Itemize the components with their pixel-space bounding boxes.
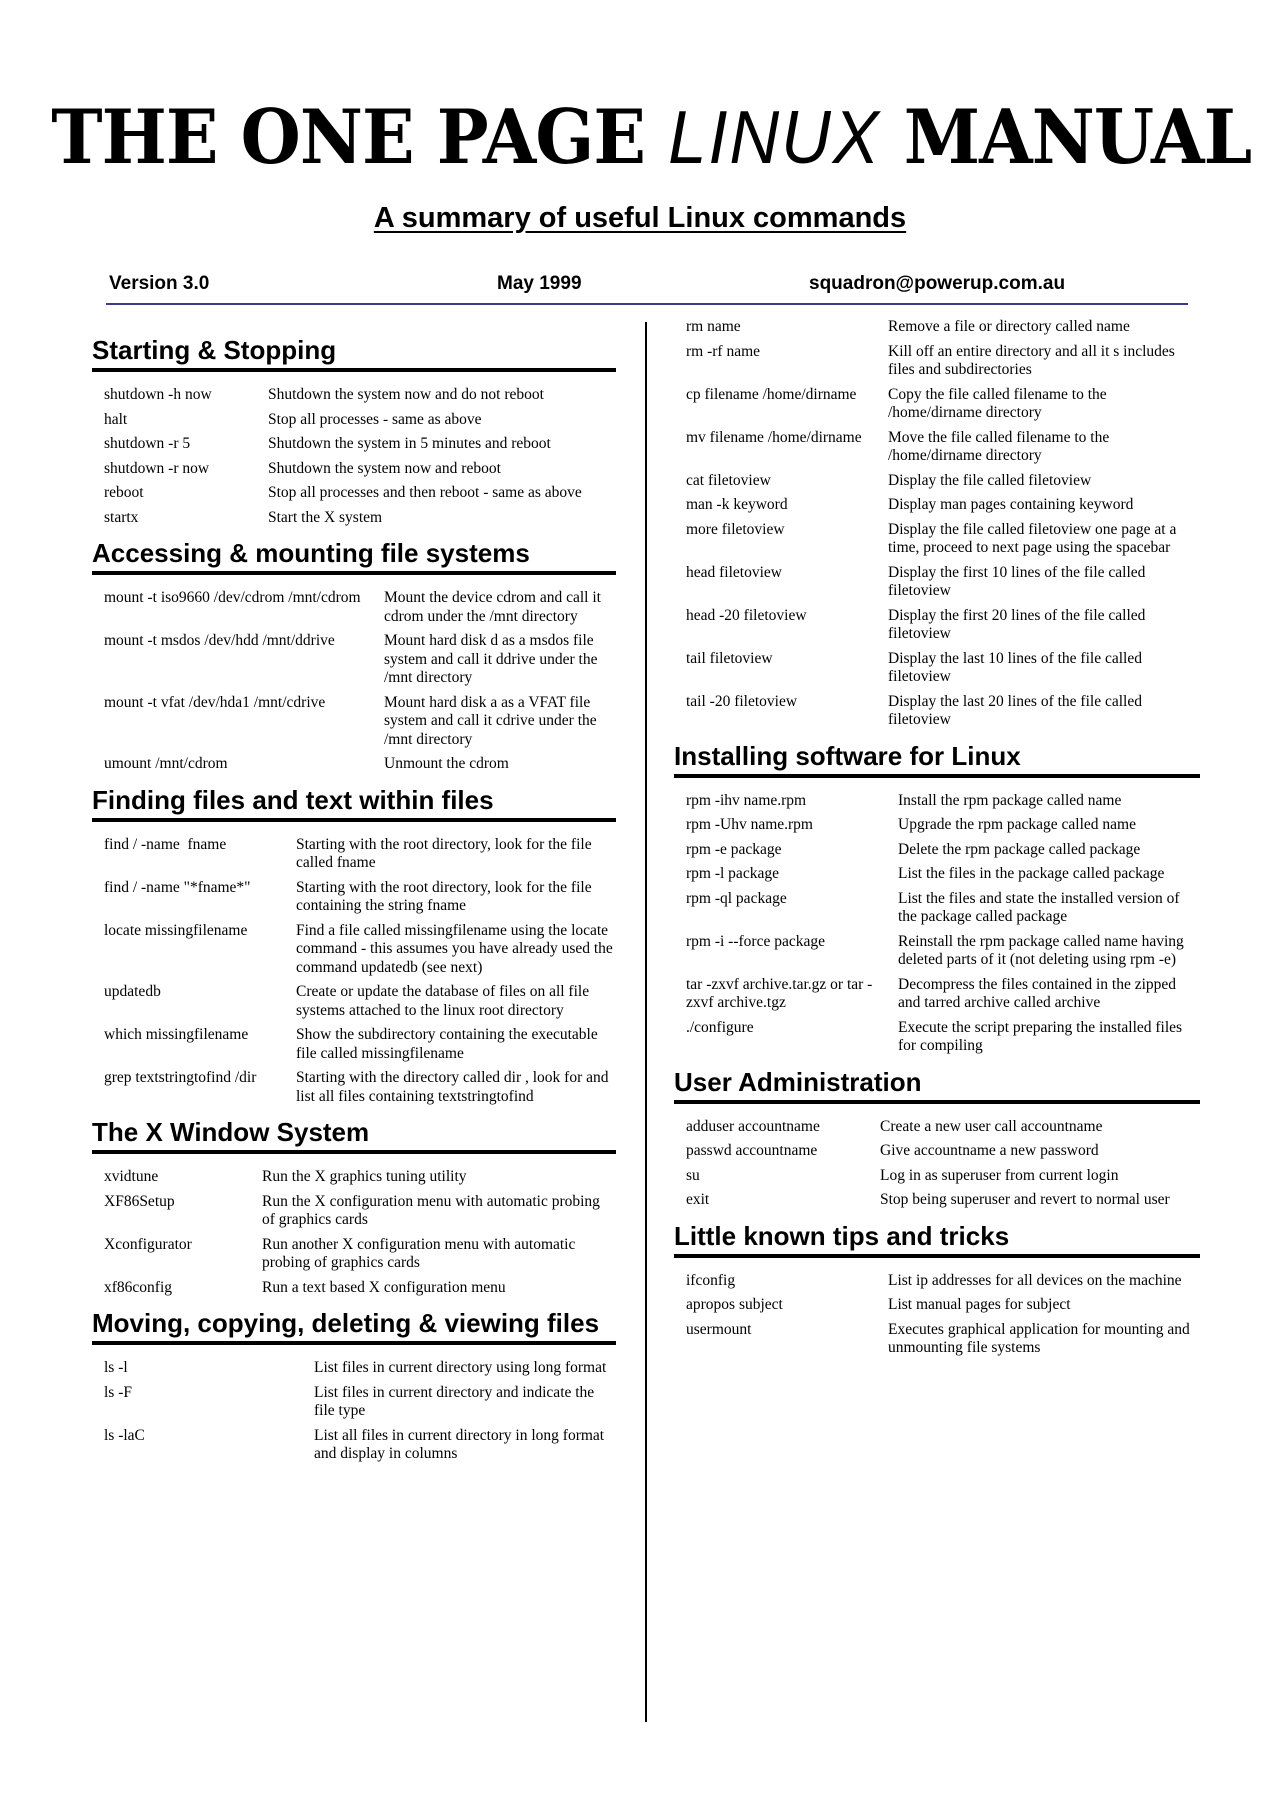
command-text: tar -zxvf archive.tar.gz or tar -zxvf archive.tgz (686, 975, 873, 1011)
command-row (674, 792, 1200, 811)
command-text: rpm -ql package (686, 889, 787, 907)
command-row (92, 632, 616, 688)
command-row (92, 983, 616, 1020)
command-row (674, 429, 1200, 466)
command-text: tail -20 filetoview (686, 692, 798, 710)
command-description: Give accountname a new password (880, 1142, 1099, 1159)
command-description: Copy the file called filename to the /home/dirname directory (888, 385, 1107, 421)
command-text: mv filename /home/dirname (686, 428, 862, 446)
command-text: shutdown -r 5 (104, 435, 191, 452)
command-text: rpm -e package (686, 840, 782, 858)
command-row (92, 836, 616, 873)
command-text: usermount (686, 1320, 752, 1338)
left-column (92, 334, 616, 1474)
right-column (674, 318, 1200, 1368)
section-starting-stopping (92, 334, 616, 527)
command-row (674, 496, 1200, 515)
section-moving-copying-deleting-viewing-files (92, 1307, 616, 1464)
command-text: apropos subject (686, 1296, 783, 1313)
section-finding-files-and-text-within-files (92, 784, 616, 1107)
command-text: man -k keyword (686, 496, 788, 513)
command-description: Display the last 20 lines of the file called filetoview (888, 692, 1142, 728)
command-row (92, 1026, 616, 1063)
command-row (92, 435, 616, 454)
command-row (674, 650, 1200, 687)
command-row (674, 693, 1200, 730)
command-row (92, 484, 616, 503)
section-heading: Moving, copying, deleting & viewing files (92, 1307, 616, 1345)
command-text: mount -t vfat /dev/hda1 /mnt/cdrive (104, 693, 326, 711)
command-text: cp filename /home/dirname (686, 385, 857, 403)
command-text: find / -name fname (104, 835, 227, 853)
title-part1: THE ONE PAGE (51, 93, 646, 181)
command-row (92, 1359, 616, 1378)
command-description: Decompress the files contained in the zipped and tarred archive called archive (898, 975, 1177, 1011)
command-row (674, 607, 1200, 644)
command-text: ls -laC (104, 1426, 145, 1444)
command-description: Log in as superuser from current login (880, 1166, 1119, 1184)
command-row (674, 318, 1200, 337)
command-description: Display the file called filetoview (888, 471, 1092, 489)
command-text: more filetoview (686, 520, 785, 538)
section-accessing-mounting-file-systems (92, 537, 616, 774)
command-description: Reinstall the rpm package called name having deleted parts of it (not deleting using rpm -e) (898, 932, 1184, 968)
command-text: umount /mnt/cdrom (104, 755, 228, 772)
command-description: List ip addresses for all devices on the machine (888, 1271, 1182, 1289)
command-description: Starting with the directory called dir , look for and list all files containing textstringtofind (296, 1069, 609, 1105)
command-row (92, 589, 616, 626)
column-divider (645, 322, 647, 1722)
command-text: XF86Setup (104, 1192, 175, 1210)
command-row (92, 1193, 616, 1230)
command-text: ifconfig (686, 1271, 736, 1289)
header-divider (106, 303, 1188, 305)
page-subtitle: A summary of useful Linux commands (373, 202, 907, 234)
section-heading: Starting & Stopping (92, 334, 616, 372)
command-description: List manual pages for subject (888, 1296, 1071, 1313)
command-row (92, 1384, 616, 1421)
command-description: Create a new user call accountname (880, 1117, 1103, 1135)
command-text: xf86config (104, 1278, 173, 1296)
command-description: Run a text based X configuration menu (262, 1278, 506, 1296)
command-text: shutdown -h now (104, 386, 212, 403)
command-description: Execute the script preparing the installed files for compiling (898, 1018, 1183, 1054)
command-description: Display the first 20 lines of the file called filetoview (888, 606, 1146, 642)
command-text: head -20 filetoview (686, 606, 807, 624)
command-text: find / -name "*fname*" (104, 878, 251, 896)
section-heading: Installing software for Linux (674, 740, 1200, 778)
command-description: List all files in current directory in long format and display in columns (314, 1426, 605, 1462)
command-description: Mount hard disk a as a VFAT file system and call it cdrive under the /mnt directory (384, 693, 597, 748)
command-text: mount -t msdos /dev/hdd /mnt/ddrive (104, 632, 335, 649)
command-text: Xconfigurator (104, 1235, 192, 1253)
command-row (674, 1296, 1200, 1315)
command-text: updatedb (104, 983, 161, 1000)
command-description: Executes graphical application for mounting and unmounting file systems (888, 1320, 1190, 1356)
command-text: rm -rf name (686, 342, 761, 360)
command-description: Run the X graphics tuning utility (262, 1168, 467, 1185)
command-description: Unmount the cdrom (384, 755, 509, 772)
command-row (92, 1279, 616, 1298)
command-row (674, 564, 1200, 601)
command-row (92, 879, 616, 916)
command-row (92, 922, 616, 978)
command-row (92, 694, 616, 750)
page-title (51, 93, 1252, 181)
section-continued (674, 318, 1200, 730)
command-row (674, 386, 1200, 423)
command-text: ./configure (686, 1018, 754, 1036)
command-text: ls -F (104, 1383, 132, 1401)
section-heading: Accessing & mounting file systems (92, 537, 616, 575)
command-description: Mount the device cdrom and call it cdrom under the /mnt directory (384, 589, 601, 625)
command-row (674, 472, 1200, 491)
command-description: Stop all processes - same as above (268, 410, 482, 428)
command-text: su (686, 1166, 700, 1184)
command-text: cat filetoview (686, 471, 771, 489)
command-row (92, 1236, 616, 1273)
command-text: grep textstringtofind /dir (104, 1069, 257, 1086)
command-description: Shutdown the system now and reboot (268, 459, 501, 477)
command-text: rpm -Uhv name.rpm (686, 816, 813, 833)
email-label: squadron@powerup.com.au (809, 273, 1066, 294)
command-description: List the files and state the installed version of the package called package (898, 889, 1180, 925)
command-description: Run another X configuration menu with automatic probing of graphics cards (262, 1235, 576, 1271)
command-row (674, 343, 1200, 380)
section-heading: The X Window System (92, 1116, 616, 1154)
command-text: reboot (104, 484, 144, 501)
command-description: Shutdown the system in 5 minutes and reboot (268, 435, 551, 452)
command-description: Install the rpm package called name (898, 791, 1122, 809)
command-description: Display the first 10 lines of the file called filetoview (888, 563, 1146, 599)
command-description: Show the subdirectory containing the executable file called missingfilename (296, 1026, 598, 1062)
command-text: halt (104, 410, 128, 428)
command-row (674, 1118, 1200, 1137)
command-row (92, 386, 616, 405)
date-label: May 1999 (497, 273, 582, 294)
command-description: Run the X configuration menu with automatic probing of graphics cards (262, 1192, 600, 1228)
command-description: List files in current directory using long format (314, 1359, 607, 1376)
command-text: tail filetoview (686, 649, 773, 667)
command-row (92, 755, 616, 774)
command-row (92, 509, 616, 528)
command-description: Shutdown the system now and do not reboot (268, 386, 544, 403)
command-row (674, 890, 1200, 927)
command-text: ls -l (104, 1359, 128, 1376)
command-description: Stop being superuser and revert to normal user (880, 1191, 1170, 1208)
command-row (674, 1272, 1200, 1291)
command-description: List the files in the package called package (898, 865, 1165, 882)
command-text: mount -t iso9660 /dev/cdrom /mnt/cdrom (104, 589, 361, 606)
command-description: Stop all processes and then reboot - same as above (268, 484, 582, 501)
command-row (674, 841, 1200, 860)
command-row (674, 1191, 1200, 1210)
command-row (674, 816, 1200, 835)
command-row (92, 411, 616, 430)
command-description: Kill off an entire directory and all it s includes files and subdirectories (888, 342, 1175, 378)
command-description: Starting with the root directory, look for the file containing the string fname (296, 878, 592, 914)
command-row (92, 460, 616, 479)
command-row (674, 976, 1200, 1013)
command-row (674, 865, 1200, 884)
command-description: Remove a file or directory called name (888, 318, 1130, 335)
command-description: Starting with the root directory, look for the file called fname (296, 835, 592, 871)
command-text: which missingfilename (104, 1026, 249, 1043)
section-installing-software-for-linux (674, 740, 1200, 1056)
command-row (674, 521, 1200, 558)
command-text: shutdown -r now (104, 459, 210, 477)
command-row (674, 1167, 1200, 1186)
command-text: passwd accountname (686, 1142, 818, 1159)
section-heading: Finding files and text within files (92, 784, 616, 822)
command-description: Display the file called filetoview one page at a time, proceed to next page using the spacebar (888, 520, 1177, 556)
command-row (92, 1069, 616, 1106)
command-row (92, 1427, 616, 1464)
command-description: Delete the rpm package called package (898, 840, 1141, 858)
command-text: exit (686, 1191, 710, 1208)
command-row (674, 1019, 1200, 1056)
command-text: rm name (686, 318, 741, 335)
command-row (674, 933, 1200, 970)
command-description: Find a file called missingfilename using the locate command - this assumes you have already used the command updatedb (see next) (296, 921, 613, 976)
command-description: Mount hard disk d as a msdos file system and call it ddrive under the /mnt directory (384, 632, 598, 686)
command-description: Start the X system (268, 508, 383, 526)
section-user-administration (674, 1066, 1200, 1210)
command-description: List files in current directory and indicate the file type (314, 1383, 595, 1419)
version-label: Version 3.0 (109, 273, 210, 294)
command-description: Upgrade the rpm package called name (898, 816, 1136, 833)
command-text: rpm -i --force package (686, 932, 825, 950)
command-text: rpm -ihv name.rpm (686, 791, 807, 809)
command-text: startx (104, 508, 139, 526)
section-heading: User Administration (674, 1066, 1200, 1104)
command-description: Move the file called filename to the /home/dirname directory (888, 428, 1110, 464)
title-part2: MANUAL (903, 93, 1252, 181)
command-description: Display man pages containing keyword (888, 496, 1134, 513)
command-text: rpm -l package (686, 865, 779, 882)
command-text: xvidtune (104, 1168, 159, 1185)
section-the-x-window-system (92, 1116, 616, 1297)
command-row (92, 1168, 616, 1187)
section-little-known-tips-and-tricks (674, 1220, 1200, 1358)
command-row (674, 1321, 1200, 1358)
command-description: Display the last 10 lines of the file called filetoview (888, 649, 1142, 685)
section-heading: Little known tips and tricks (674, 1220, 1200, 1258)
title-linux: LINUX (668, 95, 881, 179)
command-row (674, 1142, 1200, 1161)
command-text: locate missingfilename (104, 921, 248, 939)
command-text: head filetoview (686, 563, 782, 581)
command-description: Create or update the database of files on all file systems attached to the linux root directory (296, 983, 590, 1019)
command-text: adduser accountname (686, 1117, 820, 1135)
